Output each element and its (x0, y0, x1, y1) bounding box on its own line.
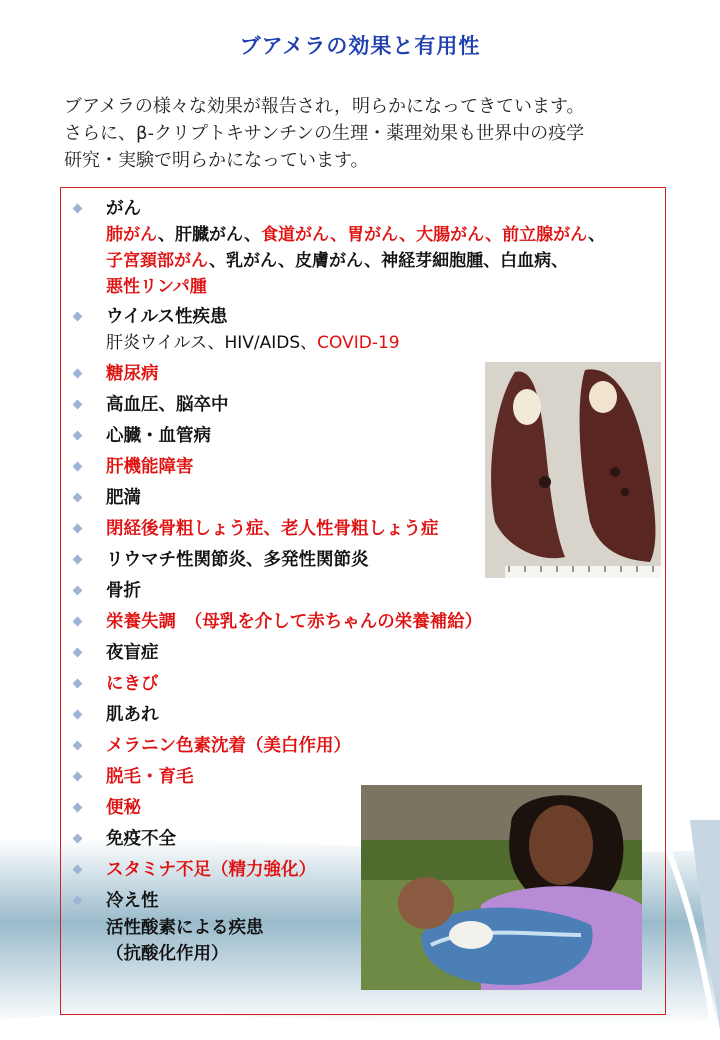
list-item-night-blindness (68, 640, 668, 666)
diamond-bullet-icon (73, 896, 83, 906)
list-item-osteoporosis (68, 516, 668, 542)
diamond-bullet-icon (73, 648, 83, 658)
diamond-bullet-icon (73, 865, 83, 875)
list-item-stamina (68, 857, 668, 883)
list-item-immunodeficiency (68, 826, 668, 852)
text-segment: COVID‐19 (317, 333, 400, 353)
intro-text (64, 93, 664, 174)
list-item-liver (68, 454, 668, 480)
item-label: 便秘 (106, 798, 141, 818)
text-segment: 肺がん (106, 225, 159, 245)
diamond-bullet-icon (73, 493, 83, 503)
diamond-bullet-icon (73, 834, 83, 844)
item-label: 心臓・血管病 (106, 426, 211, 446)
diamond-bullet-icon (73, 772, 83, 782)
item-label: メラニン色素沈着（美白作用） (106, 736, 351, 756)
cancer-types-line (106, 248, 668, 274)
list-item-active-oxygen (68, 915, 668, 967)
text-segment: 悪性リンパ腫 (106, 277, 207, 297)
item-label: スタミナ不足（精力強化） (106, 860, 316, 880)
text-segment: 、 (588, 225, 606, 245)
list-item-hypertension (68, 392, 668, 418)
diamond-bullet-icon (73, 431, 83, 441)
item-label: がん (106, 199, 141, 219)
list-item-acne (68, 671, 668, 697)
list-item-melanin (68, 733, 668, 759)
intro-line: さらに、β‐クリプトキサンチンの生理・薬理効果も世界中の疫学 (64, 123, 585, 144)
intro-line: 研究・実験で明らかになっています。 (64, 150, 369, 171)
diamond-bullet-icon (73, 204, 83, 214)
item-label: 肥満 (106, 488, 141, 508)
list-item-fracture (68, 578, 668, 604)
list-item-hair (68, 764, 668, 790)
item-label: 肌あれ (106, 705, 159, 725)
diamond-bullet-icon (73, 586, 83, 596)
diamond-bullet-icon (73, 710, 83, 720)
diamond-bullet-icon (73, 803, 83, 813)
diamond-bullet-icon (73, 679, 83, 689)
list-item-diabetes (68, 361, 668, 387)
intro-line: ブアメラの様々な効果が報告され，明らかになってきています。 (64, 96, 585, 117)
list-item-constipation (68, 795, 668, 821)
diamond-bullet-icon (73, 312, 83, 322)
list-item-cancer (68, 196, 668, 300)
item-label: 夜盲症 (106, 643, 159, 663)
text-segment: 肝炎ウイルス、HIV/AIDS、 (106, 333, 318, 353)
cancer-types-line (106, 222, 668, 248)
item-sublabel: （抗酸化作用） (106, 944, 229, 964)
virus-types-line (106, 330, 668, 356)
list-item-rheumatism (68, 547, 668, 573)
list-item-virus (68, 304, 668, 356)
item-label: 冷え性 (106, 891, 159, 911)
diamond-bullet-icon (73, 462, 83, 472)
item-label: 高血圧、脳卒中 (106, 395, 229, 415)
diamond-bullet-icon (73, 741, 83, 751)
item-label: 肝機能障害 (106, 457, 194, 477)
diamond-bullet-icon (73, 524, 83, 534)
diamond-bullet-icon (73, 617, 83, 627)
item-label: 脱毛・育毛 (106, 767, 194, 787)
page-title: ブアメラの効果と有用性 (239, 34, 481, 58)
item-label: 栄養失調 （母乳を介して赤ちゃんの栄養補給） (106, 612, 483, 632)
text-segment: 、肝臓がん、 (158, 225, 262, 245)
cancer-types-line (106, 274, 668, 300)
item-label: 糖尿病 (106, 364, 159, 384)
list-item-rough-skin (68, 702, 668, 728)
item-label: にきび (106, 674, 159, 694)
text-segment: 、乳がん、皮膚がん、神経芽細胞腫、白血病、 (209, 251, 569, 271)
diamond-bullet-icon (73, 369, 83, 379)
item-label: 免疫不全 (106, 829, 176, 849)
item-label: ウイルス性疾患 (106, 307, 228, 327)
item-label: 閉経後骨粗しょう症、老人性骨粗しょう症 (106, 519, 439, 539)
list-item-malnutrition (68, 609, 668, 635)
list-item-heart (68, 423, 668, 449)
item-label: リウマチ性関節炎、多発性関節炎 (106, 550, 369, 570)
item-label: 骨折 (106, 581, 141, 601)
list-item-cold (68, 888, 668, 914)
list-item-obesity (68, 485, 668, 511)
item-label: 活性酸素による疾患 (106, 918, 264, 938)
effects-list (68, 196, 668, 967)
text-segment: 食道がん、胃がん、大腸がん、前立腺がん (261, 225, 589, 245)
diamond-bullet-icon (73, 555, 83, 565)
text-segment: 子宮頚部がん (106, 251, 210, 271)
diamond-bullet-icon (73, 400, 83, 410)
